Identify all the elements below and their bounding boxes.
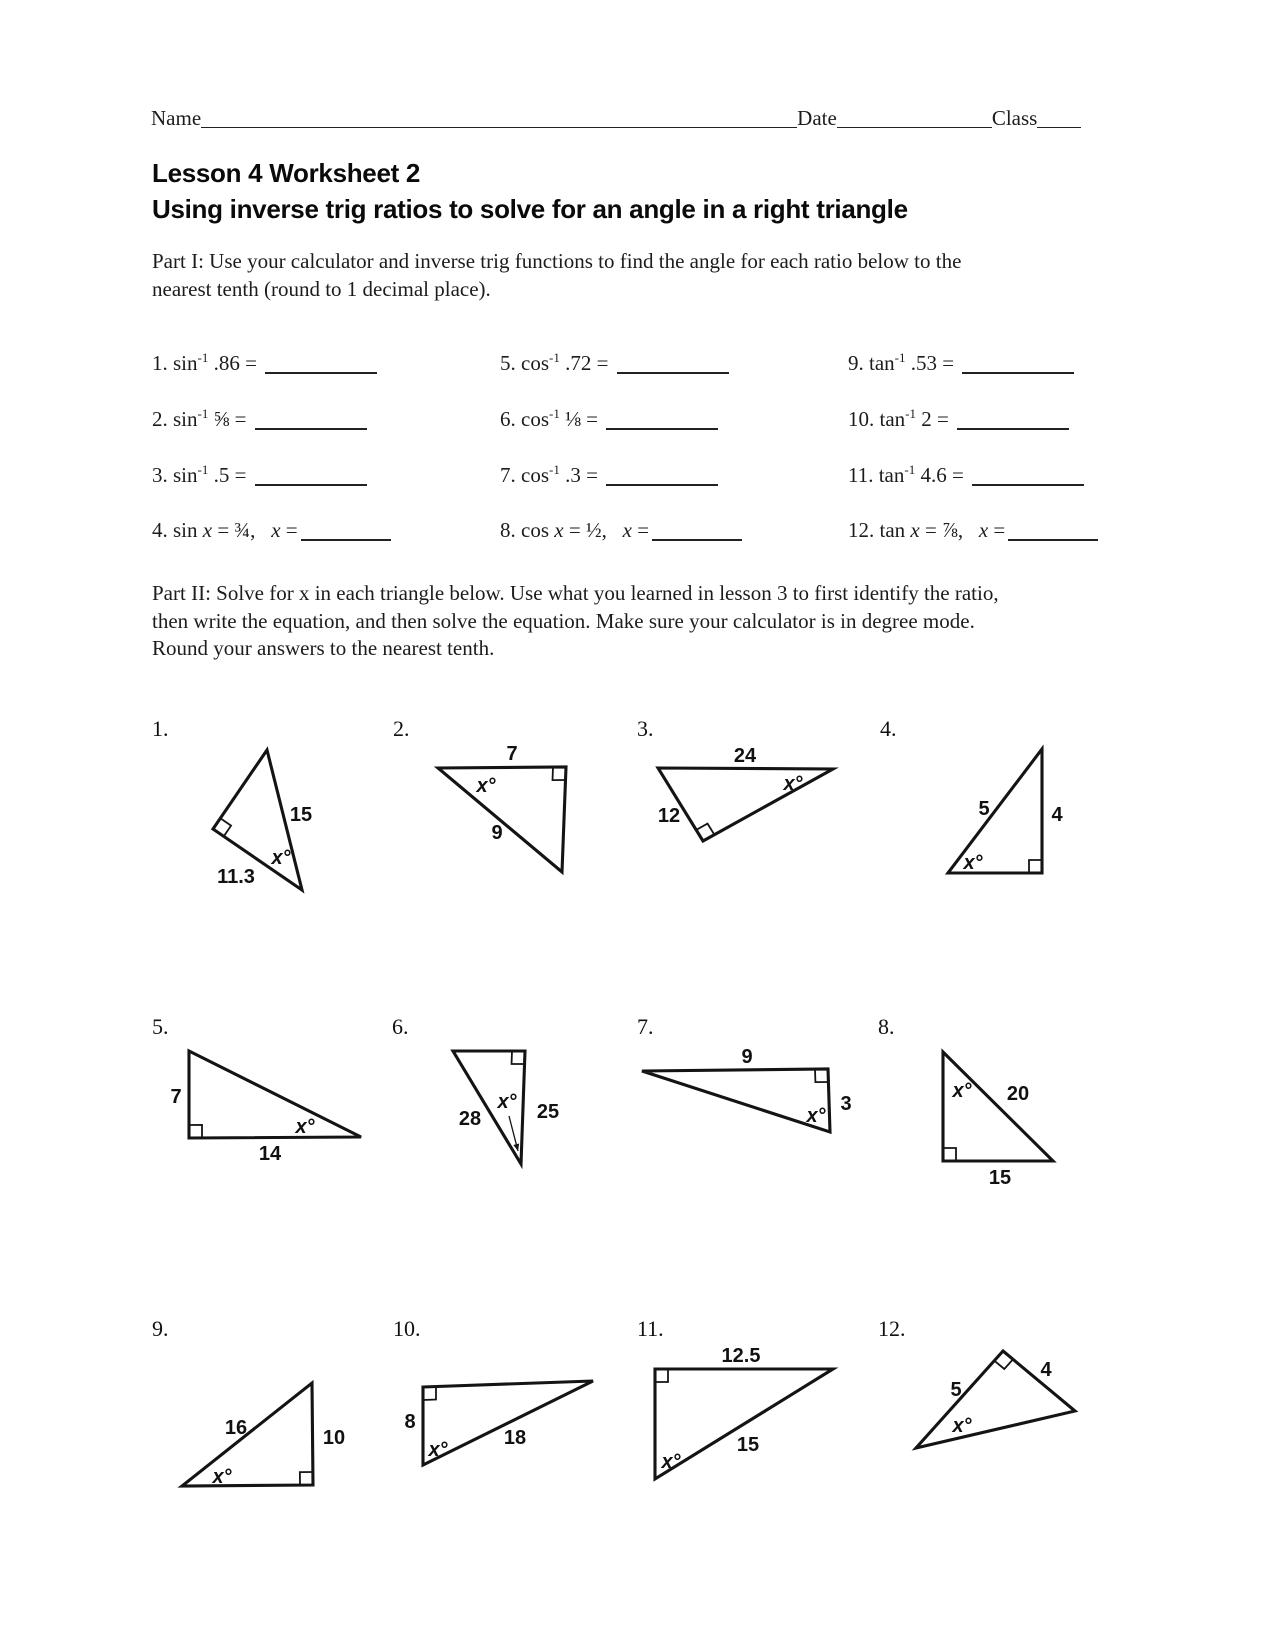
triangle-outline: [655, 1369, 833, 1479]
part2-intro-line1: Part II: Solve for x in each triangle below. Use what you learned in lesson 3 to first identify the ratio,: [152, 581, 999, 605]
triangle-3: [637, 716, 833, 841]
right-angle-mark: [512, 1051, 525, 1064]
right-angle-mark: [423, 1387, 436, 1400]
side-label: 7: [506, 743, 518, 765]
part1-problem-4: 4. sin x = ¾, x =: [152, 518, 391, 543]
triangle-12: [878, 1316, 1075, 1448]
worksheet-title-line1: Lesson 4 Worksheet 2: [152, 158, 421, 188]
side-label: 16: [224, 1417, 248, 1439]
triangle-7: [637, 1014, 852, 1132]
problem-number: 12.: [878, 1316, 906, 1341]
problem-number: 1.: [152, 716, 169, 741]
triangle-2: [393, 716, 566, 872]
side-label: 12: [657, 805, 681, 827]
side-label: 3: [840, 1093, 852, 1115]
side-label: 15: [736, 1434, 760, 1456]
problem-number: 5.: [152, 1014, 169, 1039]
triangle-outline: [943, 1052, 1053, 1161]
side-label: 15: [289, 804, 313, 826]
side-label: 15: [988, 1167, 1012, 1189]
right-angle-mark: [189, 1125, 202, 1138]
angle-label: x°: [963, 852, 983, 874]
part1-problem-3: 3. $\sin^{-1} .5$ =: [152, 463, 367, 488]
side-label: 24: [733, 745, 757, 767]
part2-intro-line2: then write the equation, and then solve the equation. Make sure your calculator is in degree mode.: [152, 609, 975, 633]
triangle-9: [152, 1316, 345, 1488]
angle-label: x°: [497, 1091, 517, 1113]
triangle-outline: [182, 1383, 313, 1486]
part1-problem-9: 9. $\tan^{-1} .53$ =: [848, 351, 1074, 376]
angle-label: x°: [952, 1415, 972, 1437]
part1-intro-line1: Part I: Use your calculator and inverse trig functions to find the angle for each ratio below to the: [152, 249, 962, 273]
problem-number: 4.: [880, 716, 897, 741]
angle-label: x°: [271, 847, 291, 869]
part1-problem-7: 7. $\cos^{-1} .3$ =: [500, 463, 718, 488]
problem-number: 8.: [878, 1014, 895, 1039]
side-label: 7: [170, 1086, 182, 1108]
part1-problem-12: 12. tan x = ⅞, x =: [848, 518, 1098, 543]
part1-problem-6: 6. $\cos^{-1}$ ⅛ =: [500, 407, 718, 432]
side-label: 14: [258, 1143, 282, 1165]
side-label: 20: [1006, 1083, 1030, 1105]
triangle-outline: [642, 1069, 830, 1132]
right-angle-mark: [994, 1359, 1013, 1369]
side-label: 25: [536, 1101, 560, 1123]
part1-problem-11: 11. $\tan^{-1} 4.6$ =: [848, 463, 1084, 488]
side-label: 5: [978, 798, 990, 820]
part2-intro-line3: Round your answers to the nearest tenth.: [152, 636, 495, 660]
triangle-8: [878, 1014, 1053, 1189]
angle-label: x°: [806, 1105, 826, 1127]
name-label: Name: [151, 106, 202, 130]
part1-problem-10: 10. $\tan^{-1} 2$ =: [848, 407, 1069, 432]
problem-number: 11.: [637, 1316, 664, 1341]
side-label: 18: [503, 1427, 527, 1449]
side-label: 9: [741, 1046, 753, 1068]
class-label: Class: [991, 106, 1038, 130]
triangle-10: [393, 1316, 593, 1465]
triangle-4: [880, 716, 1063, 874]
triangle-outline: [423, 1381, 593, 1465]
triangle-11: [637, 1316, 833, 1479]
side-label: 8: [404, 1411, 416, 1433]
side-label: 9: [491, 822, 503, 844]
part1-problem-5: 5. $\cos^{-1} .72$ =: [500, 351, 729, 376]
side-label: 4: [1040, 1359, 1052, 1381]
part1-problem-8: 8. cos x = ½, x =: [500, 518, 742, 543]
right-angle-mark: [815, 1069, 828, 1082]
triangle-outline: [948, 749, 1042, 873]
angle-label: x°: [952, 1080, 972, 1102]
problem-number: 6.: [392, 1014, 409, 1039]
problem-number: 7.: [637, 1014, 654, 1039]
part1-problem-1: 1. $\sin^{-1} .86$ =: [152, 351, 377, 376]
side-label: 12.5: [721, 1345, 761, 1367]
triangle-5: [152, 1014, 361, 1165]
right-angle-mark: [300, 1472, 313, 1485]
triangle-outline: [189, 1051, 361, 1138]
side-label: 10: [322, 1427, 346, 1449]
problem-number: 9.: [152, 1316, 169, 1341]
date-label: Date: [797, 106, 837, 130]
problem-number: 2.: [393, 716, 410, 741]
right-angle-mark: [943, 1148, 956, 1161]
problem-number: 3.: [637, 716, 654, 741]
triangle-6: [392, 1014, 559, 1164]
side-label: 11.3: [217, 866, 255, 888]
angle-label: x°: [295, 1116, 315, 1138]
side-label: 5: [950, 1379, 962, 1401]
triangle-outline: [658, 768, 833, 841]
side-label: 28: [458, 1108, 482, 1130]
triangle-outline: [438, 767, 566, 872]
right-angle-mark: [655, 1369, 668, 1382]
worksheet-title-line2: Using inverse trig ratios to solve for an angle in a right triangle: [152, 194, 908, 224]
angle-label: x°: [661, 1451, 681, 1473]
part1-intro-line2: nearest tenth (round to 1 decimal place).: [152, 277, 491, 301]
right-angle-mark: [1029, 860, 1042, 873]
problem-number: 10.: [393, 1316, 421, 1341]
side-label: 4: [1051, 804, 1063, 826]
angle-label: x°: [428, 1439, 448, 1461]
angle-label: x°: [212, 1466, 232, 1488]
right-angle-mark: [553, 767, 566, 780]
part1-problem-2: 2. $\sin^{-1}$ ⅝ =: [152, 407, 367, 432]
angle-label: x°: [476, 775, 496, 797]
angle-label: x°: [783, 773, 803, 795]
triangle-1: [152, 716, 312, 890]
